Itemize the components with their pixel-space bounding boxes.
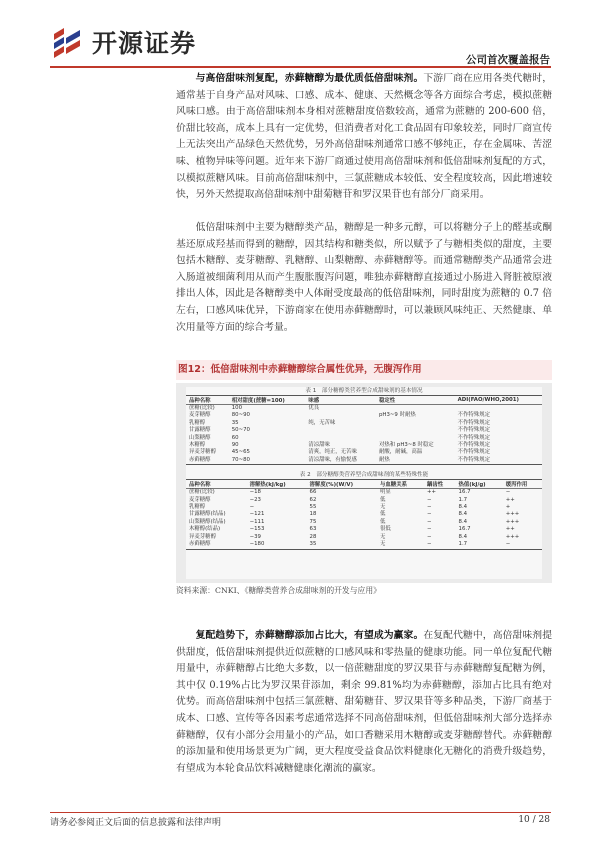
- table-header-cell: 缓泻作用: [503, 480, 542, 489]
- table-cell: +++: [505, 511, 520, 518]
- table-header-cell: 热值(kJ/g): [456, 480, 503, 489]
- table-cell: [376, 435, 455, 442]
- table-sugar-alcohol-properties: [186, 479, 542, 549]
- table-cell: −: [503, 541, 542, 549]
- table-header-cell: ADI(FAO/WHO,2001): [455, 396, 542, 405]
- table-cell: ++: [505, 526, 515, 533]
- table-cell: 低: [380, 518, 386, 525]
- table-row: [186, 457, 542, 465]
- table-cell: 木糖醇: [189, 442, 206, 449]
- logo-mark-icon: [50, 24, 86, 60]
- table-cell: 8.4: [458, 511, 468, 518]
- table-row: [186, 511, 542, 518]
- table-cell: 赤藓糖醇: [186, 541, 247, 549]
- table-cell: 16.7: [458, 489, 471, 496]
- table-cell: 无: [377, 541, 424, 549]
- table-cell: −111: [249, 518, 265, 525]
- table-cell: −: [426, 518, 432, 525]
- table-header-cell: 品种名称: [186, 396, 229, 405]
- table-cell: −: [426, 511, 432, 518]
- paragraph-body: 在复配代糖中，高倍甜味剂提供甜度，低倍甜味剂提供近似蔗糖的口感风味和零热量的健康功能。同一单位复配代糖用量中，赤藓糖醇占比绝大多数，以一倍蔗糖甜度的罗汉果苷与赤藓糖醇复配糖为例，其中仅 0.19%占比为罗汉果苷添加，剩余 99.81%均为赤藓糖醇，添加占比具有绝对优势。而高倍甜味剂中包括三氯蔗糖、甜菊糖苷、罗汉果苷等多种品类，下游厂商基于成本、口感、宣传等各因素考虑通常选择不同高倍甜味剂，但低倍甜味剂大部分选择赤藓糖醇，仅有小部分会用量小的产品，如口香糖采用木糖醇或麦芽糖醇替代。赤藓糖醇的添加量和使用场景更为广阔，更大程度受益食品饮料健康化无糖化的消费升级趋势，有望成为本轮食品饮料减糖健康化潮流的赢家。: [176, 630, 553, 774]
- table-cell: 63: [309, 526, 317, 533]
- paragraph-blending-trend: [176, 628, 552, 777]
- table-cell: −: [249, 504, 255, 511]
- table-row: [186, 435, 542, 442]
- table-row: [186, 526, 542, 533]
- table-header-cell: 与血糖关系: [377, 480, 424, 489]
- table-cell: 70~80: [229, 457, 306, 465]
- table-cell: 异麦芽糖醇: [189, 449, 216, 456]
- table-cell: 乳糖醇: [189, 504, 206, 511]
- table-cell: +++: [505, 518, 520, 525]
- table2-caption: 表 2 部分糖醇类营养型合成甜味剂的某些特殊性能: [299, 472, 429, 479]
- table-cell: 66: [309, 489, 317, 496]
- table-cell: ++: [505, 496, 515, 503]
- paragraph-lead: 与高倍甜味剂复配，赤藓糖醇为最优质低倍甜味剂。: [195, 73, 424, 84]
- paragraph-body: 下游厂商在应用各类代糖时，通常基于自身产品对风味、口感、成本、健康、天然概念等各方面综合考虑，模拟蔗糖风味口感。由于高倍甜味剂本身相对蔗糖甜度倍数较高，通常为蔗糖的 200-600 倍，价甜比较高，成本上具有一定优势，但消费者对化工食品固有印象较差，同时厂商宣传上无法突出产品绿色天然优势，另外高倍甜味剂通常口感不够纯正，存在金属味、苦涩味、植物异味等问题。近年来下游厂商通过使用高倍甜味剂和低倍甜味剂复配的方式，以模拟蔗糖风味。目前高倍甜味剂中，三氯蔗糖成本较低、安全程度较高，因此增速较快，另外天然提取高倍甜味剂中甜菊糖苷和罗汉果苷也有部分厂商采用。: [176, 73, 553, 201]
- table-cell: −: [426, 496, 432, 503]
- table-cell: −: [426, 526, 432, 533]
- table-cell: 低: [380, 496, 386, 503]
- table-cell: ++: [426, 489, 436, 496]
- table-row: [186, 427, 542, 434]
- table-cell: 16.7: [458, 526, 471, 533]
- footer-disclaimer: 请务必参阅正文后面的信息披露和法律声明: [50, 818, 222, 828]
- table-cell: −: [426, 504, 432, 511]
- table-cell: 耐酸，耐碱，高温: [379, 449, 423, 456]
- header-divider: [50, 66, 551, 68]
- logo-text: 开源证券: [92, 29, 197, 58]
- footer-divider: [50, 812, 551, 813]
- table-cell: 75: [309, 518, 317, 525]
- table-cell: 8.4: [458, 504, 468, 511]
- table-cell: 1.7: [458, 496, 468, 503]
- table-cell: 不作特殊规定: [457, 449, 490, 456]
- table-cell: 18: [309, 511, 317, 518]
- table-cell: −: [424, 541, 456, 549]
- table-cell: 蔗糖(比较): [189, 405, 215, 411]
- table-row: [186, 534, 542, 541]
- table-row: [186, 497, 542, 504]
- table-cell: 90: [231, 442, 239, 449]
- table-header-cell: 溶解热(kJ/kg): [247, 480, 307, 489]
- table-cell: 异麦芽糖醇: [189, 533, 216, 540]
- table-cell: 赤藓糖醇: [186, 457, 229, 465]
- table-cell: 60: [231, 434, 239, 441]
- table-header-cell: 稳定性: [376, 396, 455, 405]
- table-cell: +++: [505, 533, 520, 540]
- table-header-cell: 相对甜度(蔗糖=100): [229, 396, 306, 405]
- table-cell: 耐热: [376, 457, 455, 465]
- table-cell: 低: [380, 511, 386, 518]
- table-cell: 8.4: [458, 518, 468, 525]
- table-cell: 不作特殊规定: [457, 427, 490, 434]
- table-cell: 木糖醇(结晶): [189, 526, 221, 533]
- table-cell: [305, 435, 376, 442]
- table-cell: 清凉甜味，有愉悦感: [305, 457, 376, 465]
- table-cell: 80~90: [231, 412, 250, 419]
- table-cell: 无: [380, 504, 386, 511]
- table-cell: −39: [249, 533, 261, 540]
- table-cell: 28: [309, 533, 317, 540]
- paragraph-body: 低倍甜味剂中主要为糖醇类产品，糖醇是一种多元醇，可以将糖分子上的醛基或酮基还原成羟基而得到的糖醇，因其结构和糖类似，所以赋予了与糖相类似的甜度，主要包括木糖醇、麦芽糖醇、乳糖醇、山梨糖醇、赤藓糖醇等。而通常糖醇类产品通常会进入肠道被细菌利用从而产生腹胀腹泻问题，唯独赤藓糖醇直接通过小肠进入肾脏被原液排出人体，因此是各糖醇类中人体耐受度最高的低倍甜味剂，同时甜度为蔗糖的 0.7 倍左右，口感风味优异，下游商家在使用赤藓糖醇时，可以兼顾风味纯正、天然健康、单次用量等方面的综合考量。: [176, 222, 552, 333]
- table-row: [186, 541, 542, 549]
- table-cell: 不作特殊规定: [457, 412, 490, 419]
- table-header-cell: 溶解度(%)(W/V): [307, 480, 377, 489]
- table-cell: −153: [249, 526, 265, 533]
- table-header-cell: 龋齿性: [424, 480, 456, 489]
- page-number: 10 / 28: [518, 815, 550, 825]
- table-cell: +: [505, 504, 511, 511]
- table-cell: 对热和 pH3~8 时稳定: [379, 442, 434, 449]
- table-cell: −: [505, 489, 511, 496]
- table-cell: 明显: [380, 489, 391, 496]
- table-cell: 62: [309, 496, 317, 503]
- table-cell: 清爽，纯正，无苦味: [308, 449, 357, 456]
- table-cell: pH3~9 时耐热: [379, 412, 416, 419]
- table-cell: 45~65: [231, 449, 250, 456]
- table-cell: 麦芽糖醇: [189, 496, 211, 503]
- table-cell: 甘露糖醇(结晶): [189, 511, 226, 518]
- table-cell: 山梨糖醇(结晶): [189, 518, 226, 525]
- table-cell: −121: [249, 511, 265, 518]
- table-row: [186, 412, 542, 419]
- table-cell: 甘露糖醇: [189, 427, 211, 434]
- company-logo: [50, 24, 220, 60]
- table-cell: 蔗糖(比较): [189, 489, 215, 496]
- table-row: [186, 449, 542, 456]
- table1-caption: 表 1 部分糖醇类营养型合成甜味剂的基本情况: [305, 388, 423, 394]
- table-cell: 100: [231, 405, 243, 411]
- table-cell: [376, 420, 455, 427]
- table-cell: 无: [380, 533, 386, 540]
- table-cell: [376, 427, 455, 434]
- table-cell: 优良: [308, 405, 320, 411]
- table-cell: 不作特殊规定: [457, 419, 490, 426]
- paragraph-sweetener-blending: [176, 71, 552, 204]
- table-header-cell: 品种名称: [186, 480, 247, 489]
- table-cell: [305, 427, 376, 434]
- table-cell: 35: [231, 419, 239, 426]
- table-cell: −23: [249, 496, 261, 503]
- figure-image: [176, 383, 552, 583]
- table-cell: 不作特殊规定: [457, 434, 490, 441]
- table-row: [186, 519, 542, 526]
- table-header-cell: 味感: [305, 396, 376, 405]
- table-cell: 不作特殊规定: [455, 457, 542, 465]
- table-cell: 1.7: [456, 541, 503, 549]
- table-cell: 不作特殊规定: [457, 442, 490, 449]
- table-cell: 纯，无苦味: [308, 419, 336, 426]
- paragraph-sugar-alcohols: [176, 220, 552, 336]
- figure-title: 图12：低倍甜味剂中赤藓糖醇综合属性优异，无腹泻作用: [176, 360, 552, 380]
- table-cell: −: [426, 533, 432, 540]
- table-cell: −18: [249, 489, 261, 496]
- table-cell: −180: [247, 541, 307, 549]
- table-cell: 55: [309, 504, 317, 511]
- figure-source: 资料来源：CNKI、《糖醇类营养合成甜味剂的开发与应用》: [176, 586, 381, 595]
- table-cell: [305, 412, 376, 419]
- table-row: [186, 504, 542, 511]
- table-row: [186, 489, 542, 497]
- table-cell: 山梨糖醇: [189, 434, 211, 441]
- table-cell: 乳糖醇: [189, 419, 206, 426]
- table-cell: 50~70: [231, 427, 250, 434]
- table-cell: 很低: [380, 526, 391, 533]
- report-type-label: 公司首次覆盖报告: [466, 54, 550, 66]
- table-cell: 清凉甜味: [308, 442, 330, 449]
- table-cell: 8.4: [458, 533, 468, 540]
- table-cell: 35: [307, 541, 377, 549]
- paragraph-lead: 复配趋势下，赤藓糖醇添加占比大，有望成为赢家。: [195, 630, 424, 641]
- table-sugar-alcohol-basics: [186, 395, 542, 465]
- table-cell: 麦芽糖醇: [189, 412, 211, 419]
